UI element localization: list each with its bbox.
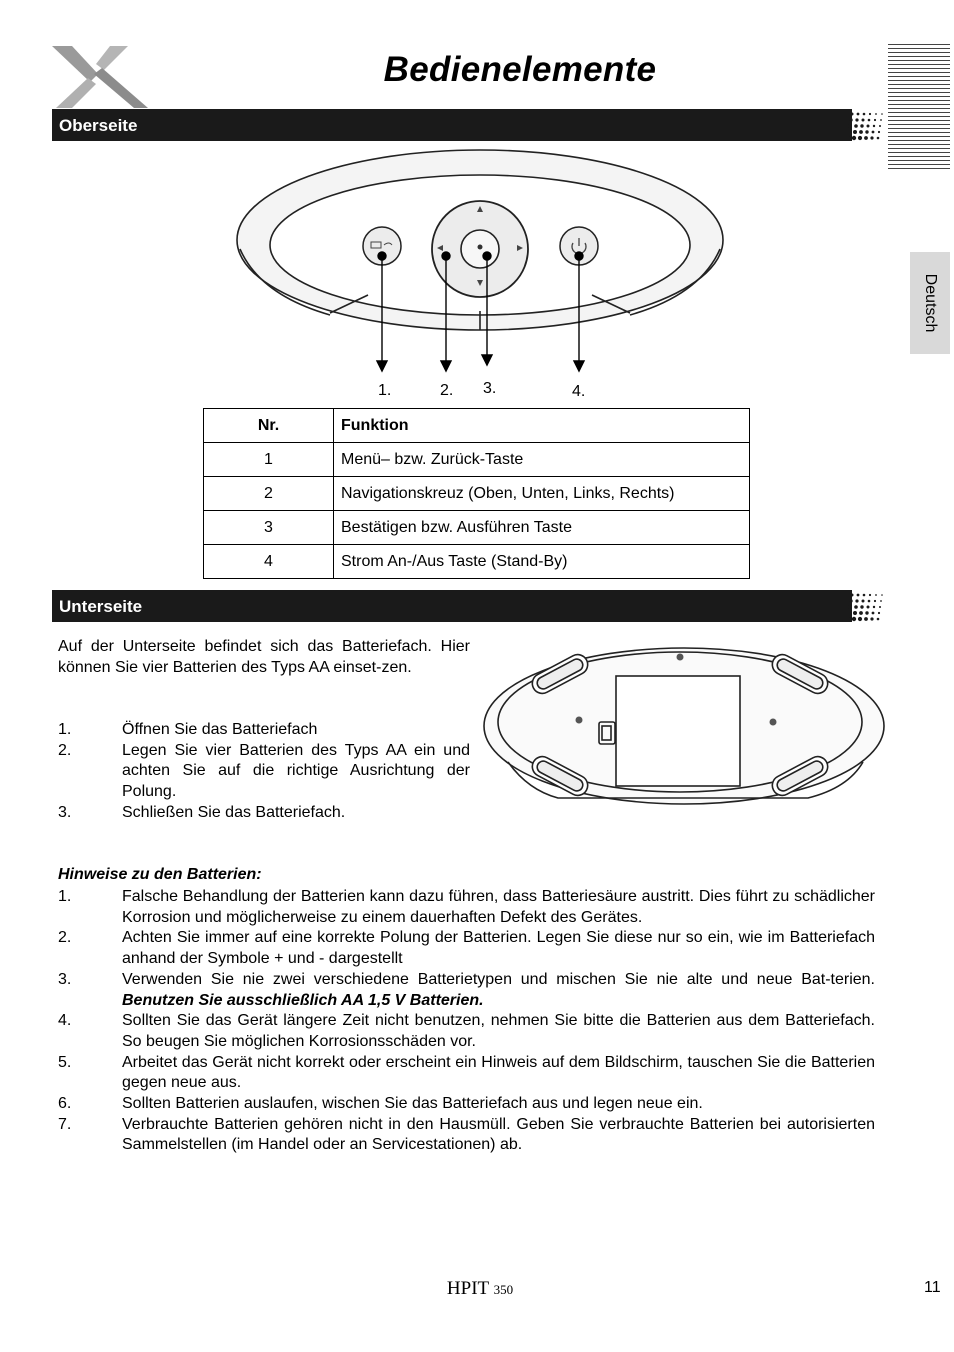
list-item [58,970,875,1011]
language-tab-label: Deutsch [922,273,939,333]
table-row [204,477,750,511]
callout-4: 4. [572,383,586,400]
table-cell-nr: 4 [204,545,334,579]
callout-2: 2. [440,382,454,399]
list-item-text: Legen Sie vier Batterien des Typs AA ein und achten Sie auf die richtige Ausrichtung der Polung. [122,741,470,801]
list-item-text: Sollten Sie das Gerät längere Zeit nicht benutzen, nehmen Sie bitte die Batterien aus dem Batteriefach. So beugen Sie möglichen Korrosionsschäden vor. [122,1012,875,1050]
list-item-number: 2. [58,741,72,759]
section-bar-unterseite [52,590,882,622]
list-item-emphasis: Benutzen Sie ausschließlich AA 1,5 V Batterien. [122,991,484,1009]
device-bottom-view-drawing [478,640,890,810]
section-bar-oberseite [52,109,882,141]
device-top-view-drawing [230,145,730,410]
list-item-number: 1. [58,721,72,738]
list-item-text: Schließen Sie das Batteriefach. [122,803,346,821]
list-item-number: 3. [58,803,72,821]
table-row [204,443,750,477]
footer-model: 350 [493,1282,514,1297]
table-cell-nr: 1 [204,443,334,477]
section-heading-unterseite: Unterseite [59,597,143,616]
page-number: 11 [924,1279,941,1296]
list-item-number: 5. [58,1053,72,1071]
list-item-text: Arbeitet das Gerät nicht korrekt oder erscheint ein Hinweis auf dem Bildschirm, tauschen Sie die Batterien gegen neue aus. [122,1053,875,1092]
list-item-number: 1. [58,888,72,905]
footer-brand-name: HPIT [446,1278,489,1299]
callout-3: 3. [483,380,497,397]
table-header-nr: Nr. [204,409,334,443]
list-item [58,720,470,741]
callout-1: 1. [378,382,392,399]
table-cell-nr: 3 [204,511,334,545]
language-tab [910,252,950,354]
list-item [58,928,875,969]
list-item-number: 2. [58,929,72,947]
list-item-text: Verwenden Sie nie zwei verschiedene Batterietypen und mischen Sie nie alte und neue Bat-terien. [122,970,875,988]
list-item [58,887,875,928]
list-item [58,1011,875,1052]
list-item-text: Öffnen Sie das Batteriefach [122,721,318,738]
list-item [58,1115,875,1156]
table-cell-funktion: Menü– bzw. Zurück-Taste [334,443,750,477]
table-cell-funktion: Strom An-/Aus Taste (Stand-By) [334,545,750,579]
dot-pattern-icon [842,590,884,622]
table-row [204,511,750,545]
list-item-text: Falsche Behandlung der Batterien kann dazu führen, dass Batteriesäure austritt. Dies führt zu schädlicher Korrosion und möglicherweise zu einem dauerhaften Defekt des Gerätes. [122,888,875,926]
function-table [203,408,750,579]
dot-pattern-icon [842,109,884,141]
list-item [58,1094,875,1115]
list-item-text: Verbrauchte Batterien gehören nicht in den Hausmüll. Geben Sie verbrauchte Batterien bei autorisierten Sammelstellen (im Handel oder an Servicestationen) ab. [122,1115,875,1154]
list-item-number: 7. [58,1115,72,1133]
table-header-row [204,409,750,443]
list-item [58,1053,875,1094]
decorative-stripes [888,44,950,172]
list-item [58,803,470,824]
battery-notes-list [58,887,875,1156]
page-title: Bedienelemente [383,50,657,89]
list-item [58,741,470,803]
table-row [204,545,750,579]
list-item-number: 4. [58,1012,72,1030]
table-cell-funktion: Navigationskreuz (Oben, Unten, Links, Rechts) [334,477,750,511]
intro-paragraph: Auf der Unterseite befindet sich das Batteriefach. Hier können Sie vier Batterien des Typs AA einset-zen. [58,638,470,676]
notes-heading: Hinweise zu den Batterien: [58,866,262,883]
list-item-number: 6. [58,1095,72,1113]
table-header-funktion: Funktion [334,409,750,443]
list-item-number: 3. [58,970,72,988]
list-item-text: Sollten Batterien auslaufen, wischen Sie das Batteriefach aus und legen neue ein. [122,1095,703,1113]
table-cell-nr: 2 [204,477,334,511]
list-item-text: Achten Sie immer auf eine korrekte Polung der Batterien. Legen Sie diese nur so ein, wie im Batteriefach anhand der Symbole + und - dargestellt [122,929,875,968]
section-heading-oberseite: Oberseite [59,116,138,135]
table-cell-funktion: Bestätigen bzw. Ausführen Taste [334,511,750,545]
footer-brand [0,1278,954,1300]
battery-steps-list [58,720,470,824]
